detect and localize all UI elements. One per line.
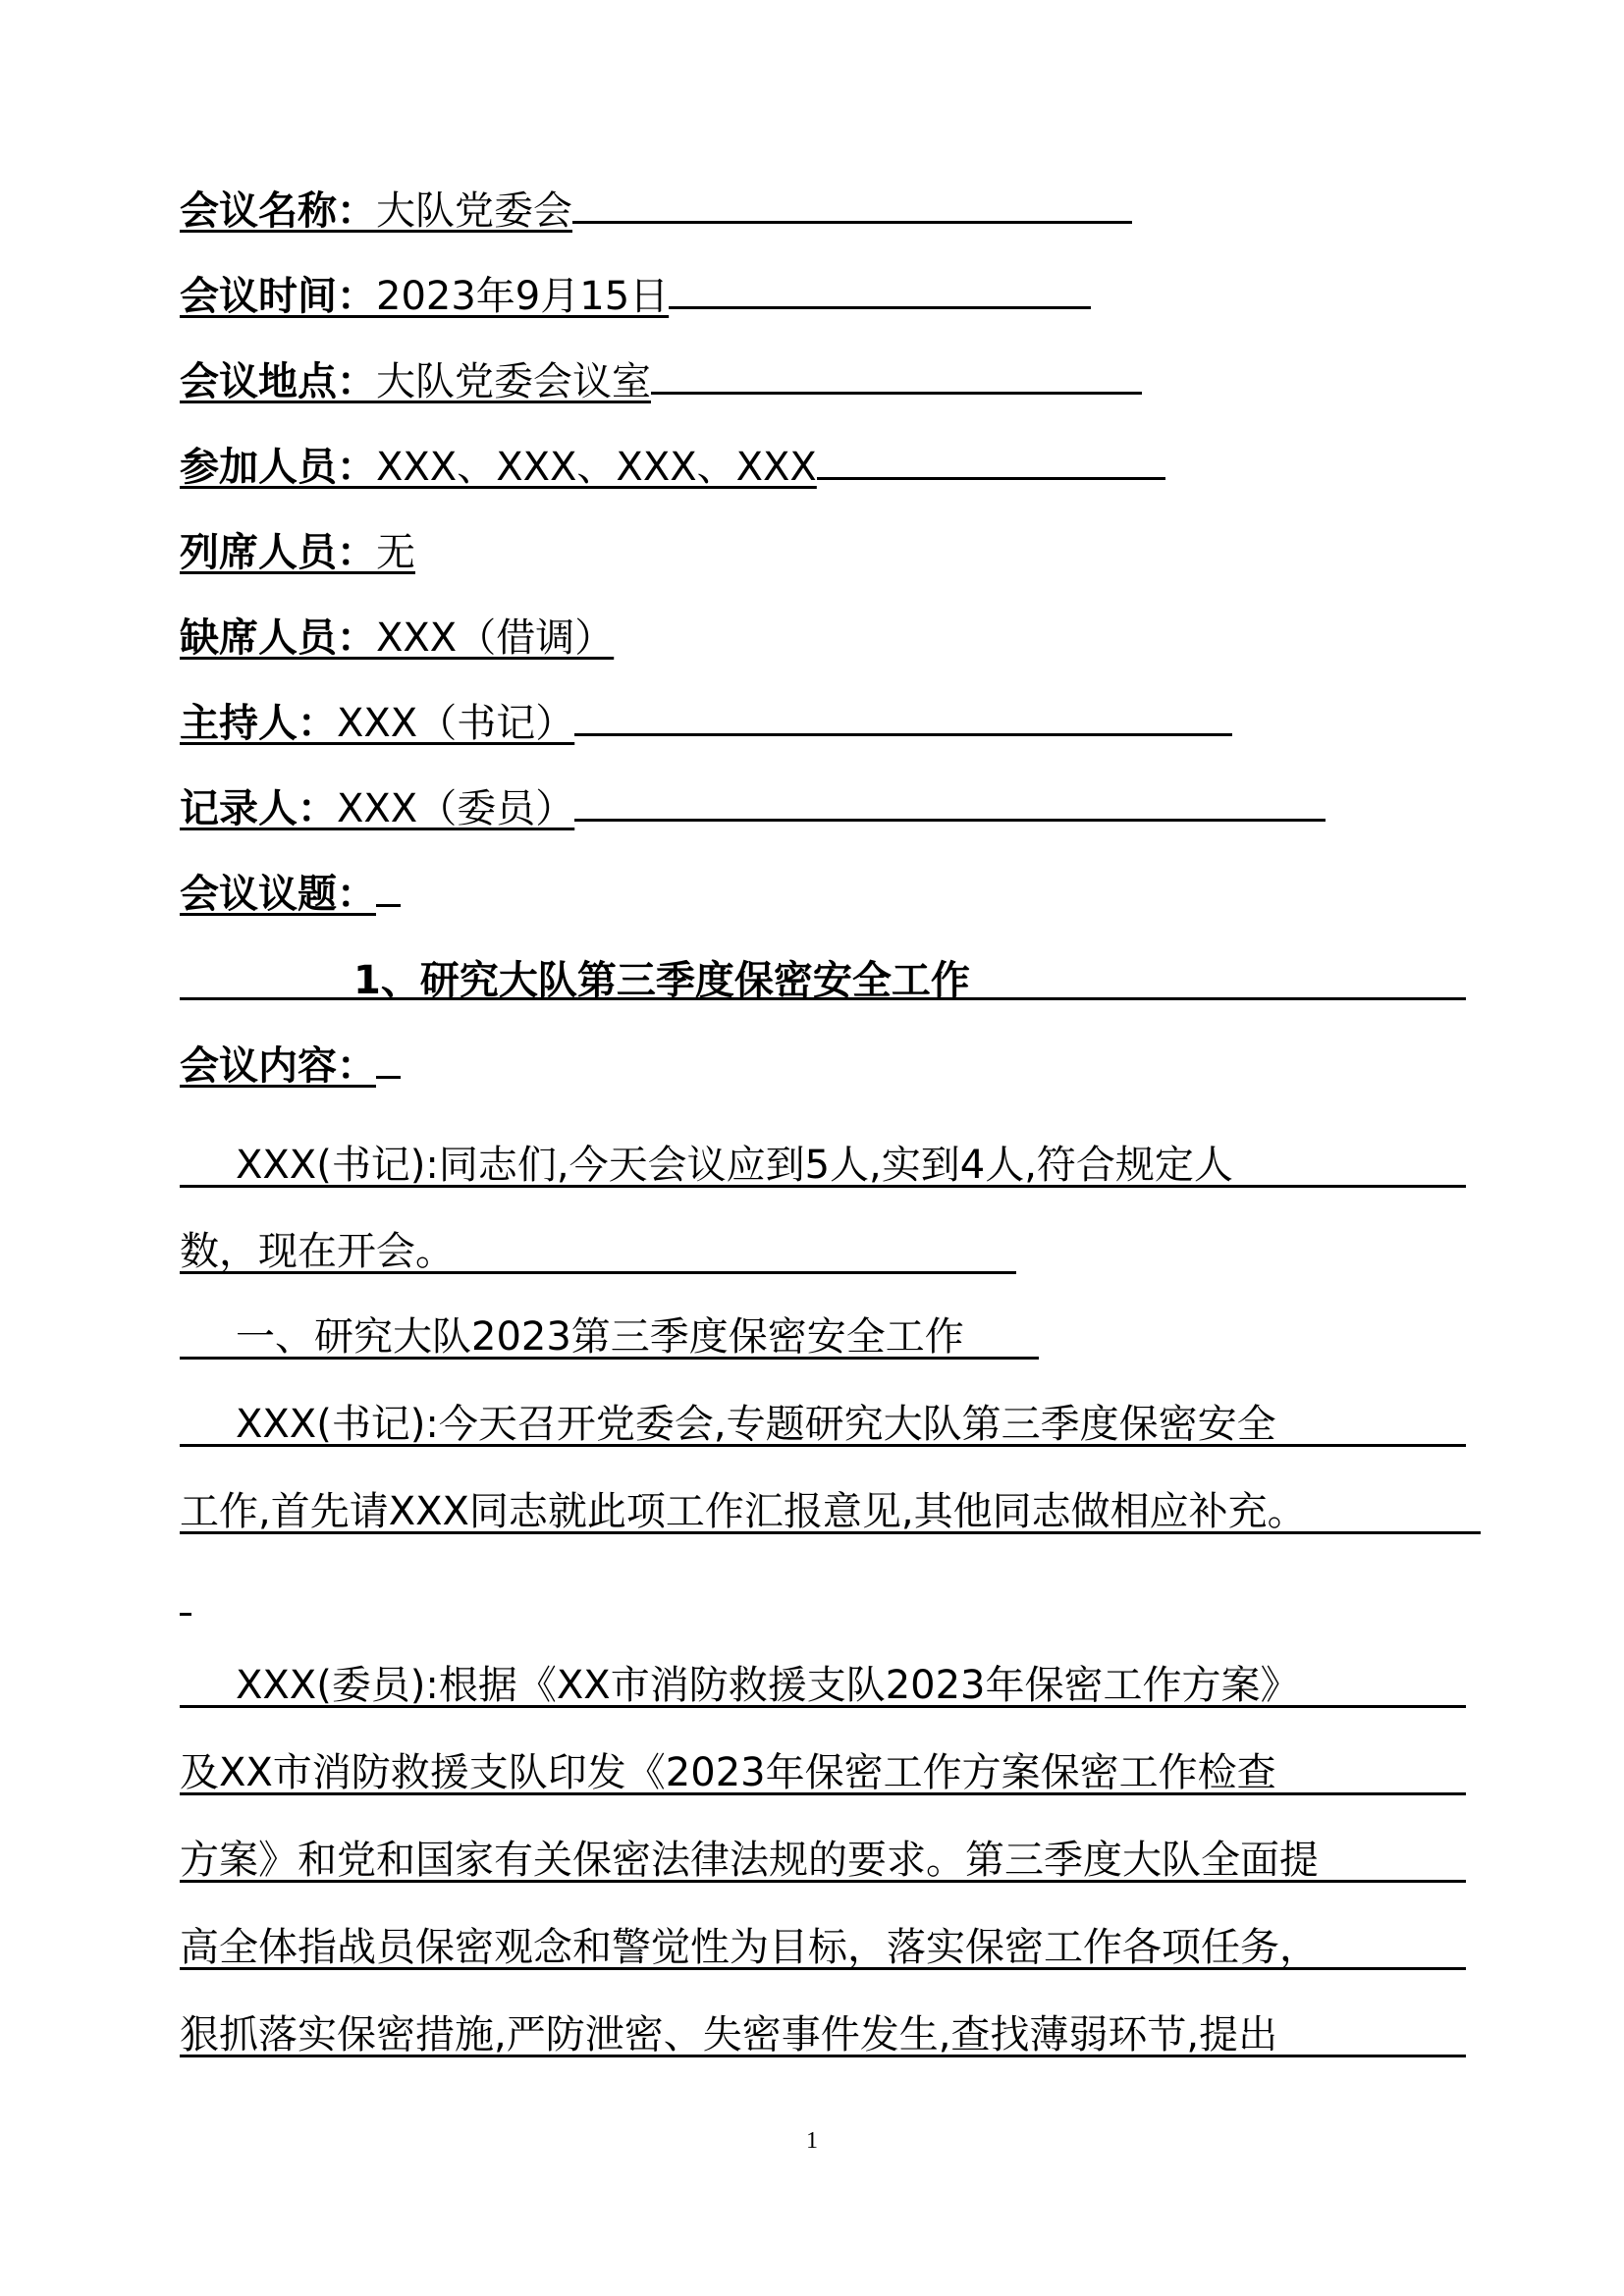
blank-line [376,1075,401,1079]
field-value: XXX（借调） [376,615,615,661]
field-label: 列席人员： [180,530,376,575]
field-value: XXX、XXX、XXX、XXX [376,445,817,490]
page-number: 1 [806,2128,818,2154]
topic-1: 1、研究大队第三季度保密安全工作 [353,958,970,1003]
section-heading-1: 一、研究大队2023第三季度保密安全工作 [236,1314,964,1360]
body-line-3: XXX(书记):今天召开党委会,专题研究大队第三季度保密安全 [236,1402,1276,1447]
field-value: 大队党委会 [376,188,572,234]
field-value: 无 [376,530,415,575]
field-value: 2023年9月15日 [376,274,670,319]
body-line-4: 工作,首先请XXX同志就此项工作汇报意见,其他同志做相应补充。 [180,1489,1307,1534]
blank-line [574,818,1326,822]
body-line-6: 及XX市消防救援支队印发《2023年保密工作方案保密工作检查 [180,1750,1276,1795]
body-line-5: XXX(委员):根据《XX市消防救援支队2023年保密工作方案》 [236,1663,1300,1708]
field-host [180,701,1232,746]
field-label: 会议时间： [180,274,376,319]
field-observers [180,530,415,575]
blank-line [574,732,1232,736]
body-line-8: 高全体指战员保密观念和警觉性为目标，落实保密工作各项任务， [180,1925,1319,1970]
field-meeting-name [180,188,1132,234]
body-line-7: 方案》和党和国家有关保密法律法规的要求。第三季度大队全面提 [180,1838,1319,1883]
blank-line [817,476,1165,480]
field-label: 会议地点： [180,359,376,404]
field-label: 主持人： [180,701,337,746]
field-value: XXX（委员） [337,786,575,831]
blank-line [572,220,1132,224]
field-value: 大队党委会议室 [376,359,651,404]
empty-paragraph-mark [180,1613,191,1616]
field-recorder [180,786,1326,831]
body-line-2: 数，现在开会。 [180,1229,455,1274]
topics-label: 会议议题： [180,872,376,917]
field-label: 缺席人员： [180,615,376,661]
field-value: XXX（书记） [337,701,575,746]
field-label: 记录人： [180,786,337,831]
blank-line [651,391,1142,395]
field-label: 参加人员： [180,445,376,490]
blank-line [669,305,1091,309]
content-label-line [180,1043,401,1089]
content-label: 会议内容： [180,1043,376,1089]
field-label: 会议名称： [180,188,376,234]
field-meeting-time [180,274,1091,319]
body-line-9: 狠抓落实保密措施,严防泄密、失密事件发生,查找薄弱环节,提出 [180,2012,1278,2057]
body-line-1: XXX(书记):同志们,今天会议应到5人,实到4人,符合规定人 [236,1143,1233,1188]
topics-label-line [180,872,401,917]
field-absentees [180,615,615,661]
field-attendees [180,445,1165,490]
blank-line [376,903,401,907]
field-meeting-place [180,359,1142,404]
